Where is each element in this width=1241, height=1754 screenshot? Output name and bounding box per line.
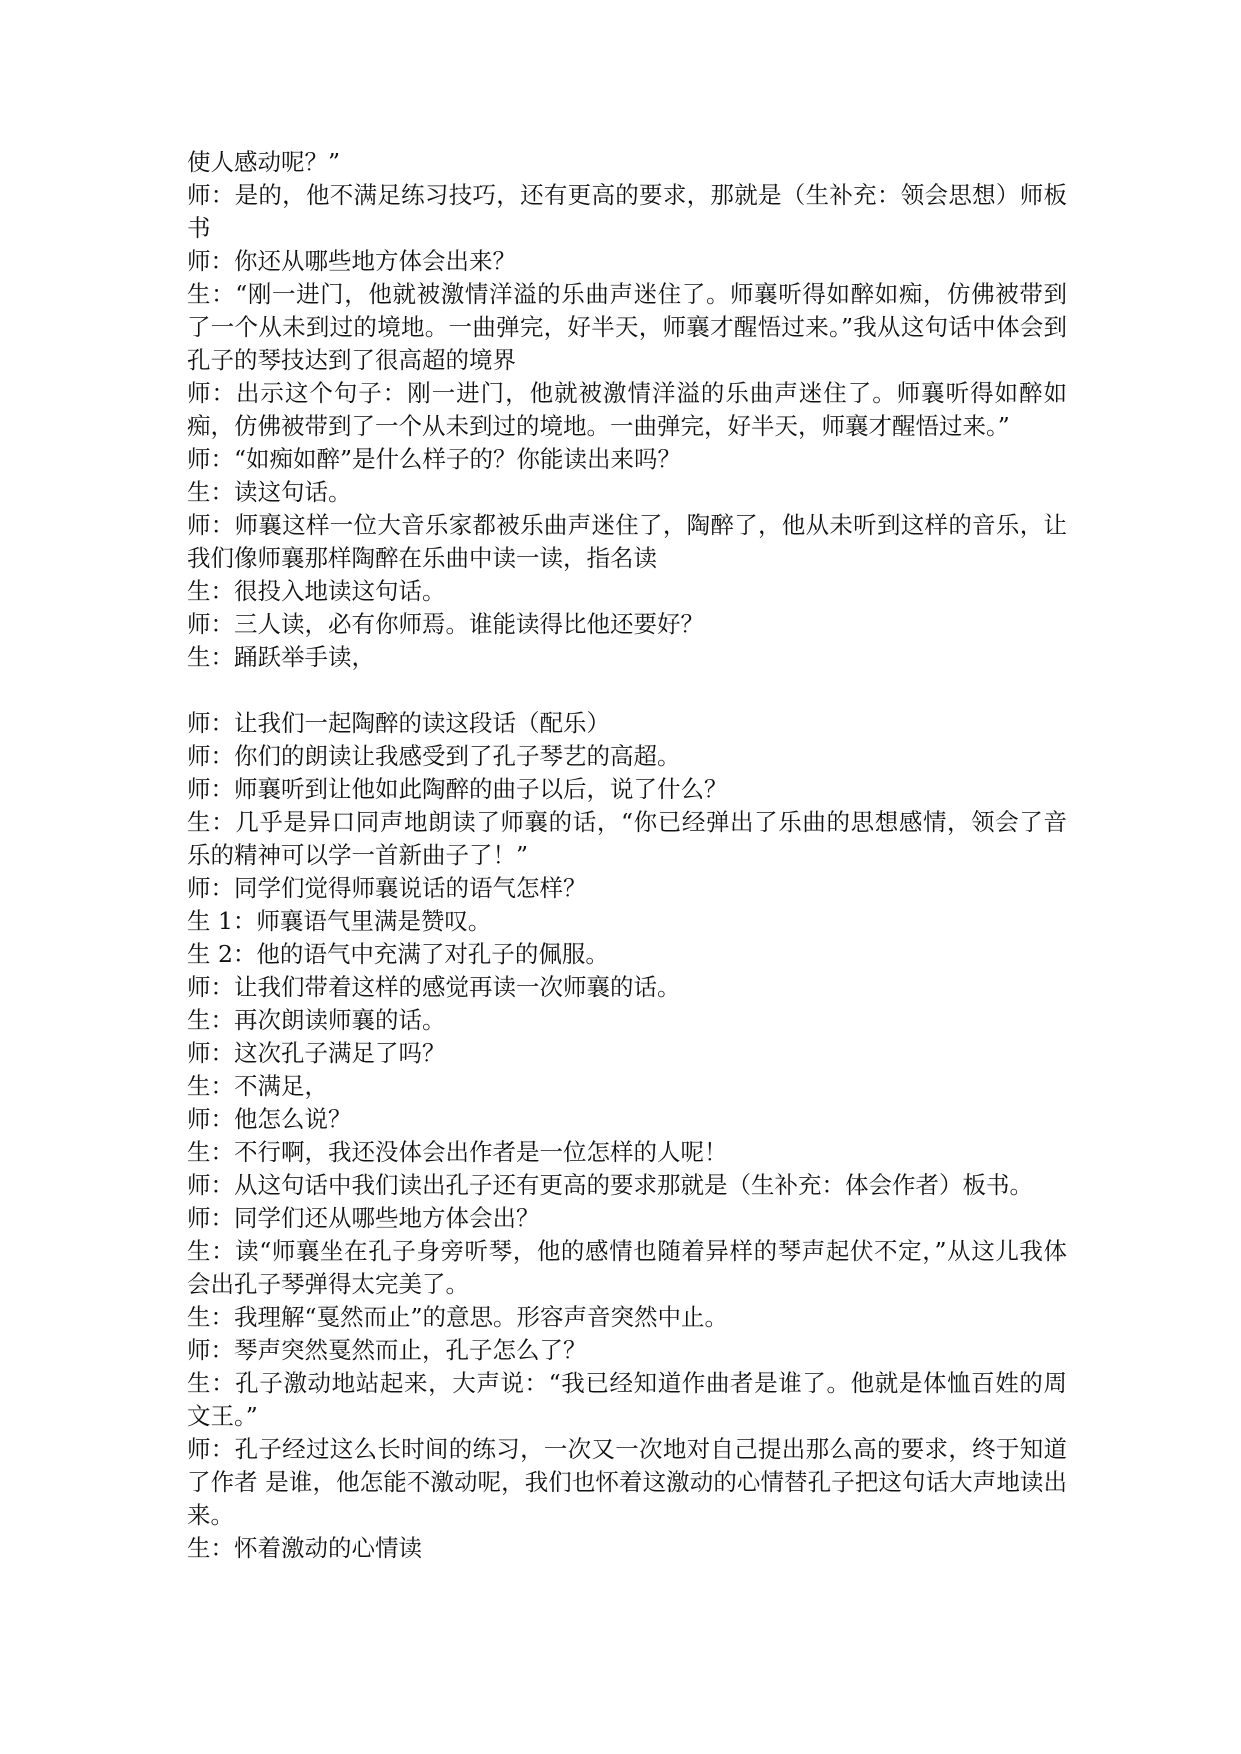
transcript-line: 师：是的，他不满足练习技巧，还有更高的要求，那就是（生补充：领会思想）师板书 [187, 181, 1067, 242]
transcript-line: 生：踊跃举手读， [187, 643, 375, 671]
transcript-line: 师：三人读，必有你师焉。谁能读得比他还要好？ [187, 610, 704, 638]
transcript-line: 师：他怎么说？ [187, 1105, 352, 1133]
transcript-line: 生：不行啊，我还没体会出作者是一位怎样的人呢！ [187, 1138, 728, 1166]
transcript-line: 生：孔子激动地站起来，大声说：“我已经知道作曲者是谁了。他就是体恤百姓的周文王。” [187, 1369, 1067, 1430]
transcript-line: 师：让我们带着这样的感觉再读一次师襄的话。 [187, 973, 681, 1001]
transcript-line: 生：再次朗读师襄的话。 [187, 1006, 446, 1034]
transcript-line: 师：你们的朗读让我感受到了孔子琴艺的高超。 [187, 742, 681, 770]
transcript-line: 师：“如痴如醉”是什么样子的？你能读出来吗？ [187, 445, 682, 473]
transcript-line: 生：我理解“戛然而止”的意思。形容声音突然中止。 [187, 1303, 729, 1331]
transcript-line: 生：“刚一进门，他就被激情洋溢的乐曲声迷住了。师襄听得如醉如痴，仿佛被带到了一个从未到过的境地。一曲弹完，好半天，师襄才醒悟过来。”我从这句话中体会到孔子的琴技达到了很高超的境界 [187, 280, 1067, 374]
transcript-line: 师：师襄这样一位大音乐家都被乐曲声迷住了，陶醉了，他从未听到这样的音乐，让我们像师襄那样陶醉在乐曲中读一读，指名读 [187, 511, 1067, 572]
transcript-line: 师：这次孔子满足了吗？ [187, 1039, 446, 1067]
transcript-line: 生：不满足， [187, 1072, 328, 1100]
transcript-line: 生 2：他的语气中充满了对孔子的佩服。 [187, 940, 609, 968]
transcript-line: 师：孔子经过这么长时间的练习，一次又一次地对自己提出那么高的要求，终于知道了作者 是谁，他怎能不激动呢，我们也怀着这激动的心情替孔子把这句话大声地读出来。 [187, 1435, 1067, 1529]
transcript-line: 师：出示这个句子：刚一进门，他就被激情洋溢的乐曲声迷住了。师襄听得如醉如痴，仿佛被带到了一个从未到过的境地。一曲弹完，好半天，师襄才醒悟过来。” [187, 379, 1067, 440]
transcript-line: 生：很投入地读这句话。 [187, 577, 446, 605]
transcript-line: 师：让我们一起陶醉的读这段话（配乐） [187, 709, 610, 737]
transcript-line: 生 1：师襄语气里满是赞叹。 [187, 907, 492, 935]
transcript-line: 生：几乎是异口同声地朗读了师襄的话，“你已经弹出了乐曲的思想感情，领会了音乐的精神可以学一首新曲子了！” [187, 808, 1067, 869]
lesson-transcript [187, 146, 1067, 1565]
transcript-line: 师：你还从哪些地方体会出来？ [187, 247, 516, 275]
transcript-line: 师：同学们还从哪些地方体会出？ [187, 1204, 540, 1232]
blank-line [187, 674, 1067, 707]
transcript-line: 师：琴声突然戛然而止，孔子怎么了？ [187, 1336, 587, 1364]
transcript-line: 生：读“师襄坐在孔子身旁听琴，他的感情也随着异样的琴声起伏不定，”从这儿我体会出孔子琴弹得太完美了。 [187, 1237, 1067, 1298]
transcript-line: 师：师襄听到让他如此陶醉的曲子以后，说了什么？ [187, 775, 728, 803]
transcript-line: 生：读这句话。 [187, 478, 352, 506]
transcript-line: 使人感动呢？” [187, 148, 341, 176]
transcript-line: 师：从这句话中我们读出孔子还有更高的要求那就是（生补充：体会作者）板书。 [187, 1171, 1033, 1199]
transcript-line: 生：怀着激动的心情读 [187, 1534, 422, 1562]
transcript-line: 师：同学们觉得师襄说话的语气怎样？ [187, 874, 587, 902]
